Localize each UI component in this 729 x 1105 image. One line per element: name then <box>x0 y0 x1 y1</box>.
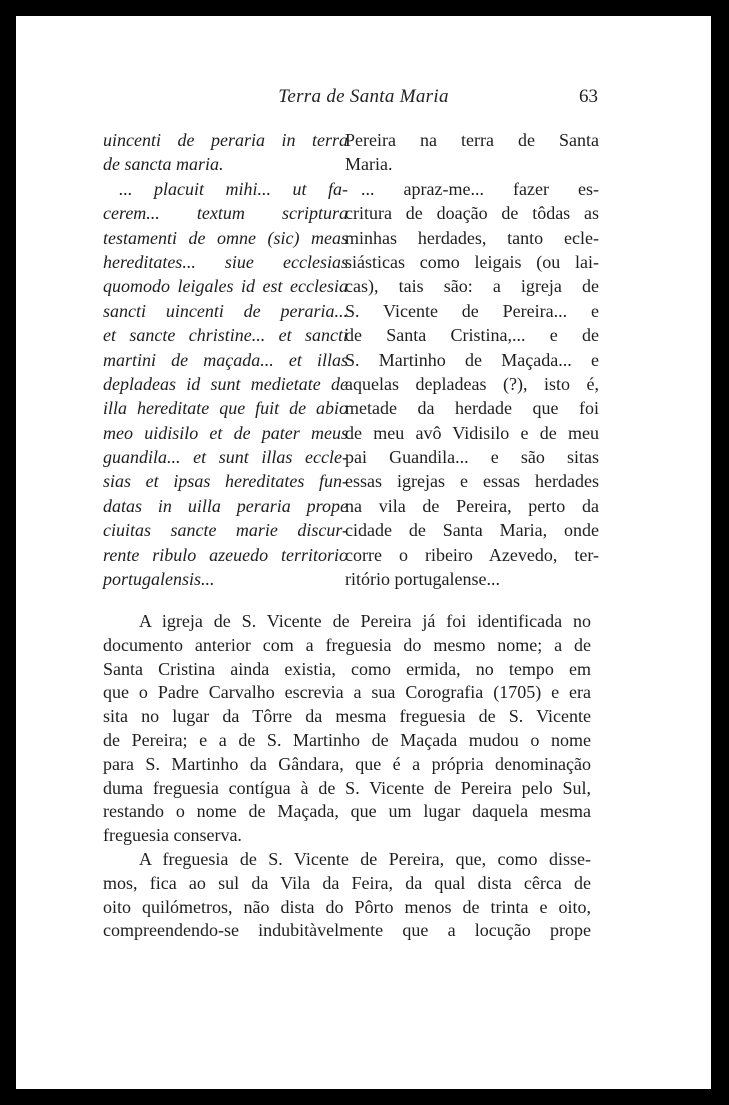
paragraph-line: restando o nome de Maçada, que um lugar daquela mesma <box>103 801 591 822</box>
paragraph-line: para S. Martinho da Gândara, que é a própria denominação <box>103 753 591 774</box>
latin-line: depladeas id sunt medietate de <box>103 373 348 394</box>
latin-line: rente ribulo azeuedo territorio <box>103 544 348 565</box>
paragraph-line: de Pereira; e a de S. Martinho de Maçada mudou o nome <box>103 729 591 750</box>
portuguese-column <box>345 128 599 591</box>
paragraph-line: que o Padre Carvalho escrevia a sua Corografia (1705) e era <box>103 682 591 703</box>
paragraph <box>103 610 591 848</box>
body-text <box>103 610 591 943</box>
portuguese-line: critura de doação de tôdas as <box>345 203 599 224</box>
portuguese-line: de Santa Cristina,... e de <box>345 325 599 346</box>
book-page <box>16 16 711 1089</box>
latin-line: hereditates... siue ecclesias <box>103 251 348 272</box>
latin-line: testamenti de omne (sic) meas <box>103 227 348 248</box>
latin-line: datas in uilla peraria prope <box>103 495 348 516</box>
portuguese-line: S. Vicente de Pereira... e <box>345 300 599 321</box>
latin-line: ... placuit mihi... ut fa- <box>119 178 348 199</box>
latin-line: guandila... et sunt illas eccle- <box>103 447 348 468</box>
portuguese-line: na vila de Pereira, perto da <box>345 495 599 516</box>
page-number: 63 <box>579 86 598 107</box>
portuguese-line: ... apraz-me... fazer es- <box>361 178 599 199</box>
latin-line: sancti uincenti de peraria... <box>103 300 348 321</box>
latin-line: portugalensis... <box>103 569 215 590</box>
latin-line: cerem... textum scriptura <box>103 203 348 224</box>
paragraph-line: mos, fica ao sul da Vila da Feira, da qual dista cêrca de <box>103 872 591 893</box>
paragraph-line: A freguesia de S. Vicente de Pereira, que, como disse- <box>139 848 591 869</box>
paragraph-line: Santa Cristina ainda existia, como ermida, no tempo em <box>103 658 591 679</box>
portuguese-line: ritório portugalense... <box>345 569 500 590</box>
portuguese-line: aquelas depladeas (?), isto é, <box>345 373 599 394</box>
latin-line: illa hereditate que fuit de abio <box>103 398 348 419</box>
portuguese-line: essas igrejas e essas herdades <box>345 471 599 492</box>
paragraph-line: A igreja de S. Vicente de Pereira já foi identificada no <box>139 611 591 631</box>
latin-line: ciuitas sancte marie discur- <box>103 520 348 541</box>
paragraph-line: freguesia conserva. <box>103 825 242 846</box>
portuguese-line: cidade de Santa Maria, onde <box>345 520 599 541</box>
portuguese-line: metade da herdade que foi <box>345 398 599 419</box>
portuguese-line: corre o ribeiro Azevedo, ter- <box>345 544 599 565</box>
paragraph-line: oito quilómetros, não dista do Pôrto menos de trinta e oito, <box>103 896 591 917</box>
latin-line: uincenti de peraria in terra <box>103 130 348 150</box>
latin-line: de sancta maria. <box>103 154 224 175</box>
latin-column <box>103 128 348 591</box>
portuguese-line: de meu avô Vidisilo e de meu <box>345 422 599 443</box>
portuguese-line: Maria. <box>345 154 393 175</box>
paragraph-line: sita no lugar da Tôrre da mesma freguesia de S. Vicente <box>103 706 591 727</box>
running-title: Terra de Santa Maria <box>278 86 449 107</box>
latin-line: et sancte christine... et sancti <box>103 325 348 346</box>
latin-line: quomodo leigales id est ecclesia <box>103 276 348 297</box>
portuguese-line: S. Martinho de Maçada... e <box>345 349 599 370</box>
portuguese-line: pai Guandila... e são sitas <box>345 447 599 468</box>
portuguese-line: siásticas como leigais (ou lai- <box>345 251 599 272</box>
latin-line: sias et ipsas hereditates fun- <box>103 471 348 492</box>
latin-line: meo uidisilo et de pater meus <box>103 422 348 443</box>
paragraph <box>103 848 591 943</box>
page-header <box>16 86 711 112</box>
portuguese-line: cas), tais são: a igreja de <box>345 276 599 297</box>
paragraph-line: documento anterior com a freguesia do mesmo nome; a de <box>103 634 591 655</box>
paragraph-line: compreendendo-se indubitàvelmente que a locução prope <box>103 920 591 941</box>
paragraph-line: duma freguesia contígua à de S. Vicente de Pereira pelo Sul, <box>103 777 591 798</box>
portuguese-line: minhas herdades, tanto ecle- <box>345 227 599 248</box>
portuguese-line: Pereira na terra de Santa <box>345 130 599 150</box>
latin-line: martini de maçada... et illas <box>103 349 348 370</box>
